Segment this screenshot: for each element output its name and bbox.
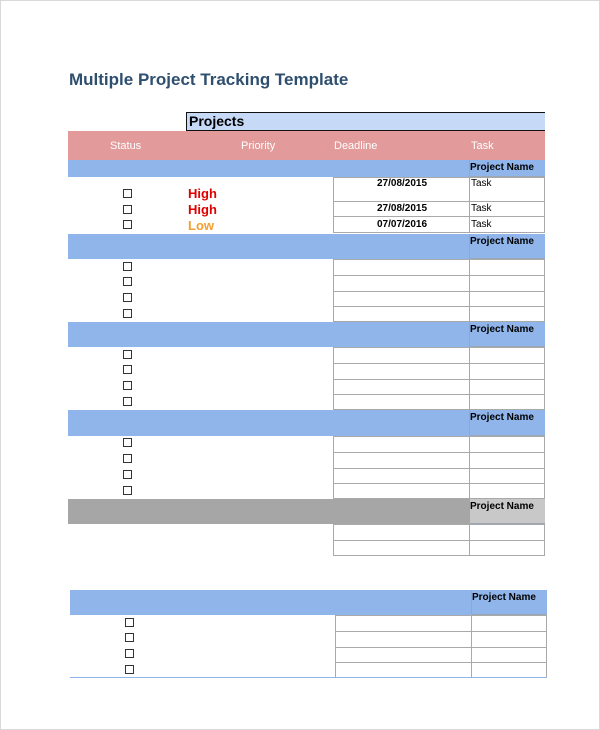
table-bottom-border	[70, 677, 547, 678]
project-band	[68, 234, 469, 259]
task-cell[interactable]	[469, 468, 545, 484]
deadline-cell[interactable]	[335, 662, 472, 678]
priority-text: Low	[188, 218, 214, 233]
status-checkbox[interactable]	[123, 277, 132, 286]
task-cell[interactable]	[469, 436, 545, 453]
project-band	[68, 322, 469, 347]
deadline-cell[interactable]	[333, 379, 470, 395]
task-cell[interactable]	[471, 631, 547, 648]
project-band	[68, 410, 469, 436]
status-checkbox[interactable]	[125, 633, 134, 642]
priority-text: High	[188, 202, 217, 217]
task-cell[interactable]	[469, 347, 545, 364]
task-cell[interactable]	[469, 363, 545, 380]
deadline-cell[interactable]	[333, 452, 470, 469]
deadline-cell[interactable]	[333, 540, 470, 556]
task-cell[interactable]	[469, 259, 545, 276]
deadline-cell[interactable]	[333, 259, 470, 276]
deadline-cell[interactable]	[335, 615, 472, 632]
task-cell[interactable]	[469, 291, 545, 307]
task-cell[interactable]	[471, 615, 547, 632]
task-cell[interactable]	[469, 394, 545, 410]
project-name-label: Project Name	[470, 412, 534, 423]
deadline-cell[interactable]	[333, 394, 470, 410]
status-checkbox[interactable]	[123, 189, 132, 198]
task-cell[interactable]	[469, 452, 545, 469]
deadline-cell[interactable]	[333, 483, 470, 499]
status-checkbox[interactable]	[123, 309, 132, 318]
status-checkbox[interactable]	[125, 649, 134, 658]
deadline-cell[interactable]	[333, 347, 470, 364]
status-checkbox[interactable]	[123, 205, 132, 214]
deadline-cell[interactable]	[333, 363, 470, 380]
task-cell[interactable]	[471, 662, 547, 678]
task-cell[interactable]	[469, 306, 545, 322]
project-band	[70, 590, 471, 615]
status-checkbox[interactable]	[123, 381, 132, 390]
project-band	[68, 160, 469, 177]
task-value: Task	[471, 219, 492, 230]
status-checkbox[interactable]	[123, 350, 132, 359]
task-cell[interactable]	[469, 379, 545, 395]
status-checkbox[interactable]	[123, 397, 132, 406]
status-checkbox[interactable]	[123, 438, 132, 447]
status-checkbox[interactable]	[123, 486, 132, 495]
status-checkbox[interactable]	[123, 470, 132, 479]
status-checkbox[interactable]	[125, 618, 134, 627]
task-cell[interactable]	[469, 540, 545, 556]
project-name-label: Project Name	[470, 162, 534, 173]
deadline-cell[interactable]	[333, 306, 470, 322]
page-title: Multiple Project Tracking Template	[69, 70, 349, 89]
status-checkbox[interactable]	[123, 220, 132, 229]
deadline-value: 07/07/2016	[377, 219, 428, 230]
project-name-label: Project Name	[470, 501, 534, 512]
status-checkbox[interactable]	[123, 454, 132, 463]
header-status: Status	[110, 140, 142, 152]
deadline-cell[interactable]	[333, 524, 470, 541]
priority-text: High	[188, 186, 217, 201]
header-task: Task	[471, 140, 494, 152]
deadline-cell[interactable]	[333, 468, 470, 484]
projects-label: Projects	[189, 113, 245, 129]
status-checkbox[interactable]	[123, 365, 132, 374]
deadline-cell[interactable]	[333, 275, 470, 292]
status-checkbox[interactable]	[123, 262, 132, 271]
header-deadline: Deadline	[334, 140, 378, 152]
deadline-value: 27/08/2015	[377, 178, 428, 189]
project-name-label: Project Name	[470, 236, 534, 247]
task-cell[interactable]	[469, 275, 545, 292]
task-value: Task	[471, 203, 492, 214]
project-name-label: Project Name	[472, 592, 536, 603]
project-name-label: Project Name	[470, 324, 534, 335]
deadline-cell[interactable]	[333, 436, 470, 453]
task-cell[interactable]	[471, 647, 547, 663]
task-value: Task	[471, 178, 492, 189]
deadline-cell[interactable]	[335, 631, 472, 648]
deadline-cell[interactable]	[335, 647, 472, 663]
status-checkbox[interactable]	[123, 293, 132, 302]
header-priority: Priority	[241, 140, 276, 152]
deadline-cell[interactable]	[333, 291, 470, 307]
project-band-gray	[68, 499, 469, 524]
task-cell[interactable]	[469, 524, 545, 541]
deadline-value: 27/08/2015	[377, 203, 428, 214]
status-checkbox[interactable]	[125, 665, 134, 674]
task-cell[interactable]	[469, 483, 545, 499]
